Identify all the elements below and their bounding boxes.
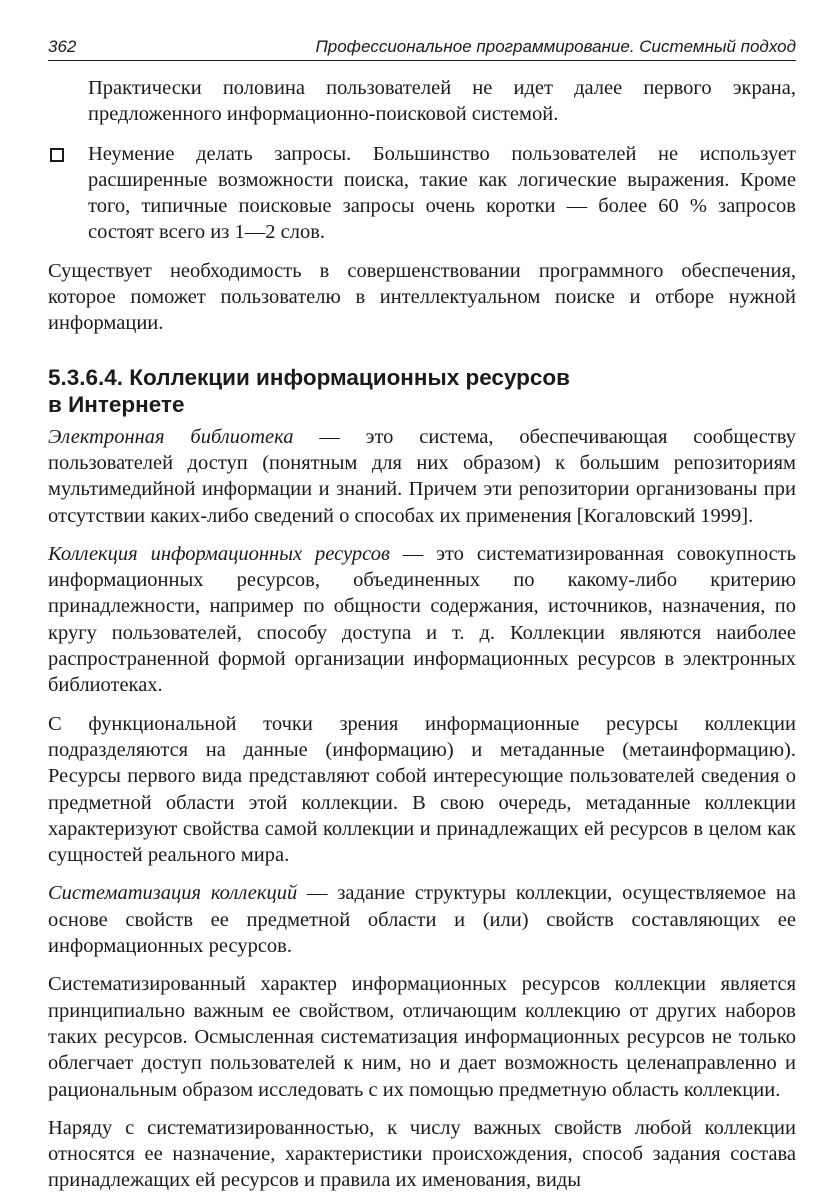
bullet-text: Неумение делать запросы. Большинство пользователей не использует расширенные возможности поиска, такие как логические выражения. Кроме того, типичные поисковые запросы очень коротки — более 60 % запросов состоят всего из 1—2 слов. bbox=[88, 142, 796, 244]
bullet-item bbox=[48, 141, 796, 246]
book-page bbox=[48, 36, 796, 1194]
section-heading bbox=[48, 364, 796, 418]
term-resource-collection: Коллекция информационных ресурсов bbox=[48, 542, 390, 565]
paragraph-functional-view: С функциональной точки зрения информационные ресурсы коллекции подразделяются на данные (информацию) и метаданные (метаинформацию). Ресурсы первого вида представляют собой интересующие пользователей сведения о предметной области этой коллекции. В свою очередь, метаданные коллекции характеризуют свойства самой коллекции и принадлежащих ей ресурсов в целом как сущностей реального мира. bbox=[48, 712, 796, 867]
paragraph-collection-properties: Наряду с систематизированностью, к числу важных свойств любой коллекции относятся ее назначение, характеристики происхождения, способ задания состава принадлежащих ей ресурсов и правила их именования, виды bbox=[48, 1116, 796, 1192]
definition-resource-collection-text: — это систематизированная совокупность информационных ресурсов, объединенных по какому-либо критерию принадлежности, например по общности содержания, источников, назначения, по кругу пользователей, способу доступа и т. д. Коллекции являются наиболее распространенной формой организации информационных ресурсов в электронных библиотеках. bbox=[48, 542, 796, 697]
term-digital-library: Электронная библиотека bbox=[48, 425, 294, 448]
continued-paragraph: Практически половина пользователей не идет далее первого экрана, предложенного информационно-поисковой системой. bbox=[88, 77, 796, 126]
running-title: Профессиональное программирование. Системный подход bbox=[315, 37, 796, 56]
section-heading-line-1: 5.3.6.4. Коллекции информационных ресурсов bbox=[48, 364, 570, 390]
definition-digital-library bbox=[48, 424, 796, 529]
checkbox-bullet-icon bbox=[50, 148, 64, 162]
term-systematization: Систематизация коллекций bbox=[48, 882, 298, 905]
definition-digital-library-text: — это система, обеспечивающая сообществу пользователей доступ (понятным для них образом) к большим репозиториям мультимедийной информации и знаний. Причем эти репозитории организованы при отсутствии каких-либо сведений о способах их применения [Когаловский 1999]. bbox=[48, 425, 796, 527]
paragraph-software-need: Существует необходимость в совершенствовании программного обеспечения, которое поможет пользователю в интеллектуальном поиске и отборе нужной информации. bbox=[48, 259, 796, 335]
definition-systematization bbox=[48, 880, 796, 959]
section-heading-line-2: в Интернете bbox=[48, 391, 185, 417]
definition-resource-collection bbox=[48, 541, 796, 699]
paragraph-systematized-nature: Систематизированный характер информационных ресурсов коллекции является принципиально важным ее свойством, отличающим коллекцию от других наборов таких ресурсов. Осмысленная систематизация информационных ресурсов не только облегчает доступ пользователей к ним, но и дает возможность целенаправленно и рациональным образом исследовать с их помощью предметную область коллекции. bbox=[48, 973, 796, 1101]
running-header bbox=[48, 36, 796, 61]
definition-systematization-text: — задание структуры коллекции, осуществляемое на основе свойств ее предметной области и (или) свойств составляющих ее информационных ресурсов. bbox=[48, 882, 796, 958]
page-number: 362 bbox=[48, 37, 77, 56]
